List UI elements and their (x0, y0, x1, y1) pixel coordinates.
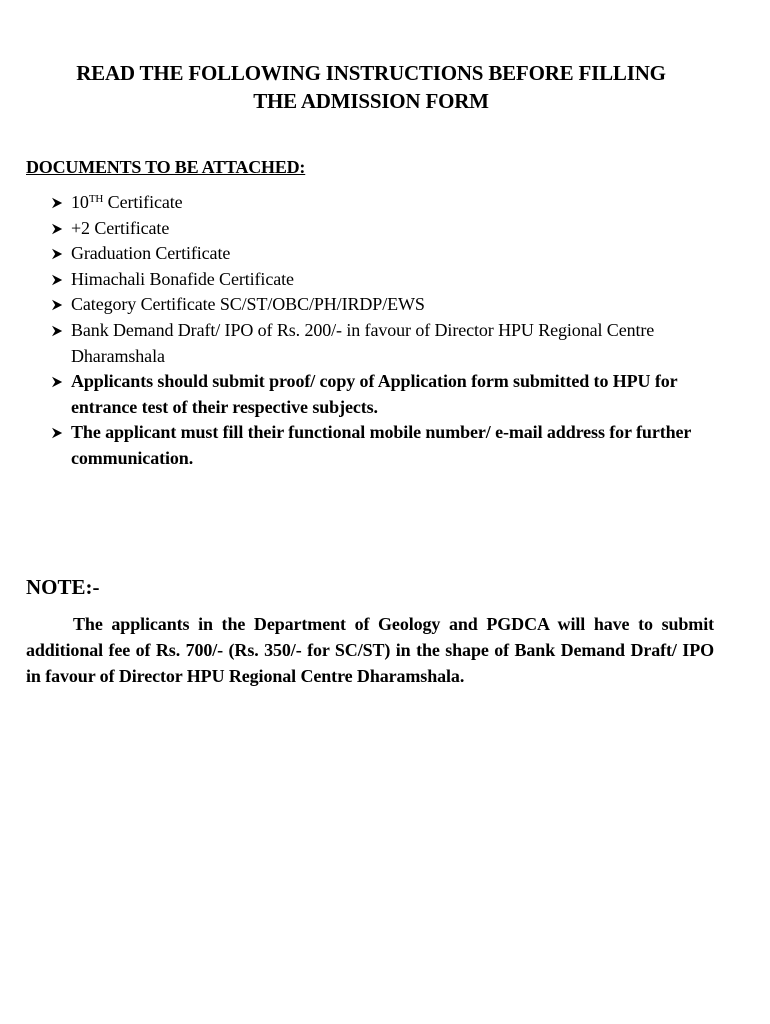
arrowhead-bullet-icon (51, 190, 67, 216)
arrowhead-bullet-icon (51, 369, 67, 395)
list-item-label: Applicants should submit proof/ copy of Application form submitted to HPU for entrance test of their respective subjects. (71, 371, 678, 417)
list-item-label: Bank Demand Draft/ IPO of Rs. 200/- in favour of Director HPU Regional Centre Dharamshala (71, 319, 655, 366)
arrowhead-bullet-icon (51, 241, 67, 267)
page-title-line-2: THE ADMISSION FORM (253, 89, 489, 113)
arrowhead-bullet-icon (51, 292, 67, 318)
arrowhead-bullet-icon (51, 216, 67, 242)
list-item-10th-certificate (26, 190, 726, 216)
arrowhead-bullet-icon (51, 267, 67, 293)
note-heading: NOTE:- (26, 575, 100, 599)
list-item-label: The applicant must fill their functional mobile number/ e-mail address for further communication. (71, 422, 691, 468)
note-body: The applicants in the Department of Geology and PGDCA will have to submit additional fee of Rs. 700/- (Rs. 350/- for SC/ST) in the shape of Bank Demand Draft/ IPO in favour of Director HPU Regional Centre Dharamshala. (26, 614, 714, 686)
documents-list (26, 190, 726, 472)
list-item-graduation-certificate (26, 241, 726, 267)
list-item-label: Graduation Certificate (71, 243, 231, 264)
list-item-application-proof (26, 369, 726, 420)
documents-heading: DOCUMENTS TO BE ATTACHED: (26, 157, 306, 177)
list-item-label: +2 Certificate (71, 217, 170, 238)
list-item-plus2-certificate (26, 216, 726, 242)
list-item-label: Category Certificate SC/ST/OBC/PH/IRDP/EWS (71, 294, 425, 315)
page-title-line-1: READ THE FOLLOWING INSTRUCTIONS BEFORE FILLING (76, 61, 666, 85)
superscript-th: TH (88, 193, 104, 205)
list-item-bank-demand-draft (26, 318, 726, 369)
arrowhead-bullet-icon (51, 420, 67, 446)
page-title (0, 59, 742, 115)
list-item-label: 10TH Certificate (71, 192, 183, 212)
list-item-contact-details (26, 420, 726, 471)
list-item-bonafide-certificate (26, 267, 726, 293)
list-item-category-certificate (26, 292, 726, 318)
list-item-label: Himachali Bonafide Certificate (71, 268, 294, 289)
arrowhead-bullet-icon (51, 318, 67, 344)
